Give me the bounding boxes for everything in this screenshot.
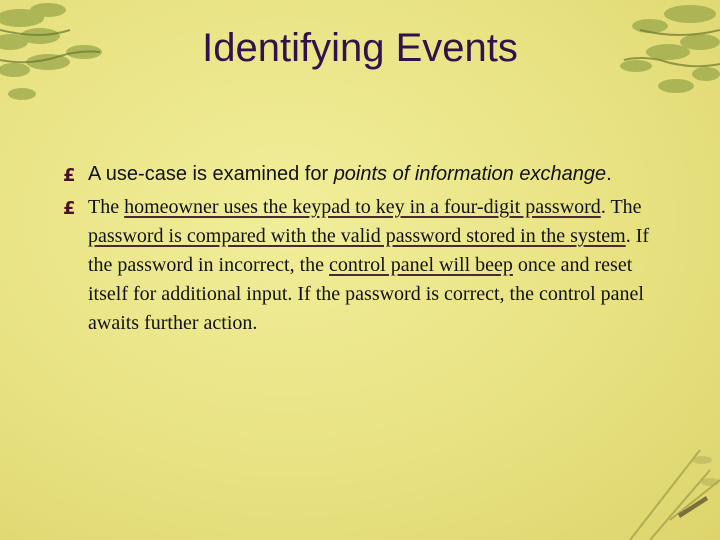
bullet-list xyxy=(62,160,672,342)
pound-sign-icon xyxy=(62,165,80,183)
bullet-text: . If the password in incorrect, the xyxy=(88,225,650,276)
bullet-item xyxy=(62,193,672,338)
pine-branch-icon xyxy=(610,410,720,540)
underlined-phrase: password is compared with the valid password stored in the system xyxy=(88,225,626,247)
pound-sign-icon xyxy=(62,198,80,216)
underlined-phrase: homeowner uses the keypad to key in a four-digit password xyxy=(124,196,601,218)
bullet-text: . xyxy=(606,163,612,185)
bullet-emphasis: points of information exchange xyxy=(333,163,607,185)
slide-title: Identifying Events xyxy=(202,26,518,70)
svg-text:£: £ xyxy=(63,165,76,183)
bullet-item xyxy=(62,160,672,189)
underlined-phrase: control panel will beep xyxy=(329,254,513,276)
svg-text:£: £ xyxy=(63,198,76,216)
bullet-text: . The xyxy=(600,196,642,218)
bullet-text: A use-case is examined for xyxy=(88,163,334,185)
bullet-text: The xyxy=(88,196,125,218)
bullet-text: once and reset itself for additional input. If the password is correct, the control panel awaits further action. xyxy=(88,254,644,334)
